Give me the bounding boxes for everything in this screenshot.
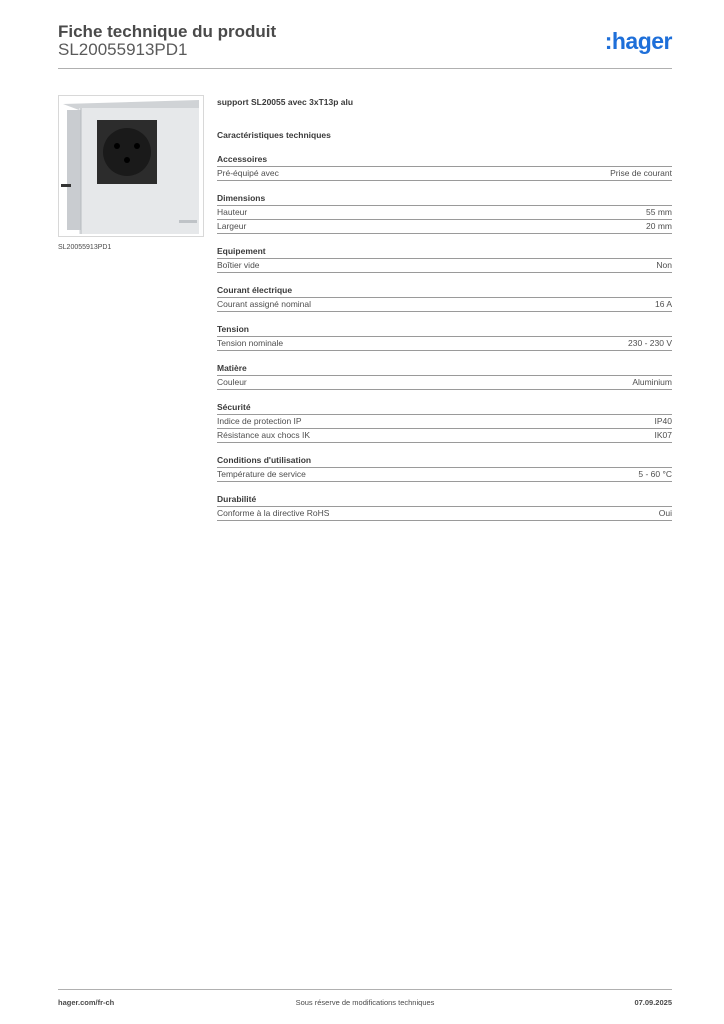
spec-group-title: Courant électrique: [217, 284, 672, 298]
spec-group: [217, 454, 672, 482]
spec-group-title: Equipement: [217, 245, 672, 259]
spec-label: Température de service: [217, 469, 306, 479]
spec-value: Oui: [658, 508, 672, 518]
spec-value: 5 - 60 °C: [638, 469, 672, 479]
spec-group: [217, 401, 672, 443]
spec-group: [217, 245, 672, 273]
spec-label: Largeur: [217, 221, 247, 231]
disclaimer-text: Sous réserve de modifications techniques: [295, 998, 435, 1007]
spec-group-title: Sécurité: [217, 401, 672, 415]
document-title: Fiche technique du produit: [58, 22, 277, 41]
footer-divider: [58, 989, 672, 990]
spec-row: [217, 376, 672, 390]
spec-label: Hauteur: [217, 207, 248, 217]
hager-logo: :hager: [604, 28, 672, 54]
spec-row: [217, 507, 672, 521]
spec-row: [217, 298, 672, 312]
spec-value: 16 A: [654, 299, 672, 309]
product-image: [58, 95, 204, 237]
spec-label: Conforme à la directive RoHS: [217, 508, 330, 518]
spec-label: Boîtier vide: [217, 260, 260, 270]
spec-group-title: Tension: [217, 323, 672, 337]
spec-row: [217, 206, 672, 220]
spec-row: [217, 259, 672, 273]
spec-row: [217, 167, 672, 181]
spec-group-title: Conditions d'utilisation: [217, 454, 672, 468]
header-divider: [58, 68, 672, 69]
spec-value: 230 - 230 V: [628, 338, 672, 348]
spec-label: Pré-équipé avec: [217, 168, 279, 178]
spec-row: [217, 429, 672, 443]
spec-row: [217, 415, 672, 429]
spec-value: IP40: [654, 416, 672, 426]
spec-group-title: Dimensions: [217, 192, 672, 206]
spec-label: Courant assigné nominal: [217, 299, 312, 309]
spec-group: [217, 323, 672, 351]
spec-label: Indice de protection IP: [217, 416, 302, 426]
spec-group-title: Matière: [217, 362, 672, 376]
spec-content: [217, 95, 672, 521]
spec-value: 55 mm: [646, 207, 672, 217]
spec-value: Prise de courant: [610, 168, 672, 178]
spec-group: [217, 493, 672, 521]
spec-row: [217, 337, 672, 351]
spec-group-title: Durabilité: [217, 493, 672, 507]
spec-label: Couleur: [217, 377, 247, 387]
spec-groups: [217, 153, 672, 521]
document-date: 07.09.2025: [634, 998, 672, 1007]
website-link[interactable]: hager.com/fr-ch: [58, 998, 115, 1007]
spec-row: [217, 220, 672, 234]
spec-value: IK07: [654, 430, 672, 440]
spec-value: 20 mm: [646, 221, 672, 231]
page-header: [58, 20, 672, 70]
spec-value: Non: [656, 260, 672, 270]
section-heading: Caractéristiques techniques: [217, 130, 331, 140]
product-reference: SL20055913PD1: [58, 40, 188, 59]
spec-label: Tension nominale: [217, 338, 284, 348]
spec-group: [217, 192, 672, 234]
spec-row: [217, 468, 672, 482]
spec-group: [217, 284, 672, 312]
image-caption: SL20055913PD1: [58, 244, 112, 251]
product-name: support SL20055 avec 3xT13p alu: [217, 97, 354, 107]
spec-group: [217, 362, 672, 390]
socket-support-illustration: [59, 96, 203, 236]
spec-group-title: Accessoires: [217, 153, 672, 167]
spec-value: Aluminium: [632, 377, 672, 387]
spec-group: [217, 153, 672, 181]
spec-label: Résistance aux chocs IK: [217, 430, 311, 440]
